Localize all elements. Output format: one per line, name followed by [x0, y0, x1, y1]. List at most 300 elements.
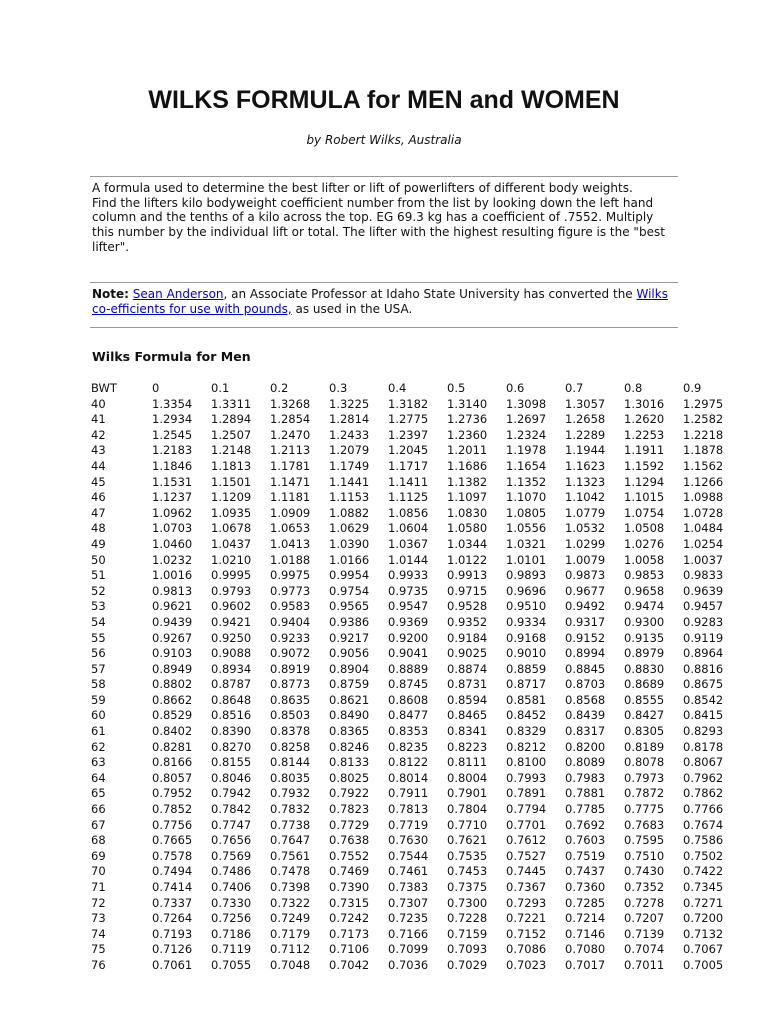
coefficient-cell: 1.0037 [683, 552, 724, 567]
coefficient-cell: 0.7080 [565, 942, 606, 957]
coefficient-cell: 1.1181 [270, 490, 311, 505]
coefficient-cell: 0.9103 [152, 646, 193, 661]
coefficient-cell: 0.9404 [270, 614, 311, 629]
coefficient-cell: 0.8979 [624, 646, 665, 661]
coefficient-cell: 0.7766 [683, 802, 724, 817]
table-row [88, 677, 742, 693]
coefficient-cell: 0.7603 [565, 833, 606, 848]
coefficient-cell: 0.9547 [388, 599, 429, 614]
coefficient-cell: 0.8378 [270, 724, 311, 739]
coefficient-cell: 1.0254 [683, 536, 724, 551]
coefficient-cell: 0.8270 [211, 739, 252, 754]
coefficient-cell: 0.7595 [624, 833, 665, 848]
coefficient-cell: 0.7901 [447, 786, 488, 801]
bodyweight-cell: 53 [91, 599, 106, 614]
coefficient-cell: 0.8581 [506, 692, 547, 707]
coefficient-cell: 1.0166 [329, 552, 370, 567]
coefficient-cell: 1.1878 [683, 443, 724, 458]
bodyweight-cell: 56 [91, 646, 106, 661]
coefficient-cell: 0.8904 [329, 661, 370, 676]
coefficient-cell: 0.8353 [388, 724, 429, 739]
bodyweight-cell: 52 [91, 583, 106, 598]
coefficient-cell: 0.9267 [152, 630, 193, 645]
bodyweight-cell: 71 [91, 880, 106, 894]
coefficient-cell: 0.8662 [152, 692, 193, 707]
coefficient-cell: 0.8465 [447, 708, 488, 723]
note-label: Note: [92, 287, 129, 301]
coefficient-cell: 0.7719 [388, 817, 429, 832]
coefficient-cell: 1.0629 [329, 521, 370, 536]
coefficient-cell: 1.0703 [152, 521, 193, 536]
table-header-row [88, 381, 742, 397]
coefficient-cell: 0.7126 [152, 942, 193, 957]
intro-paragraph [92, 181, 678, 255]
bodyweight-cell: 72 [91, 895, 106, 910]
coefficient-cell: 1.1125 [388, 490, 429, 505]
coefficient-cell: 1.0460 [152, 536, 193, 551]
coefficient-cell: 1.1097 [447, 490, 488, 505]
coefficient-cell: 0.7962 [683, 770, 724, 785]
coefficient-cell: 1.0299 [565, 536, 606, 551]
coefficient-cell: 0.7852 [152, 802, 193, 817]
table-row [88, 740, 742, 756]
coefficient-cell: 0.7478 [270, 864, 311, 879]
coefficient-cell: 0.7665 [152, 833, 193, 848]
coefficient-cell: 0.8089 [565, 755, 606, 770]
coefficient-cell: 0.8365 [329, 724, 370, 739]
coefficient-cell: 0.9715 [447, 583, 488, 598]
coefficient-cell: 0.9773 [270, 583, 311, 598]
coefficient-cell: 0.8689 [624, 677, 665, 692]
coefficient-cell: 0.9421 [211, 614, 252, 629]
bodyweight-cell: 49 [91, 536, 106, 551]
coefficient-cell: 0.8608 [388, 692, 429, 707]
coefficient-cell: 0.7249 [270, 911, 311, 926]
coefficient-cell: 0.8830 [624, 661, 665, 676]
coefficient-cell: 1.0101 [506, 552, 547, 567]
coefficient-cell: 1.1654 [506, 458, 547, 473]
coefficient-cell: 0.9793 [211, 583, 252, 598]
coefficient-cell: 0.8477 [388, 708, 429, 723]
table-row [88, 942, 742, 958]
coefficient-cell: 0.7813 [388, 802, 429, 817]
coefficient-cell: 0.8802 [152, 677, 193, 692]
bodyweight-cell: 67 [91, 817, 106, 832]
table-row [88, 802, 742, 818]
coefficient-cell: 0.7159 [447, 926, 488, 941]
divider-middle [90, 282, 678, 283]
coefficient-cell: 0.7242 [329, 911, 370, 926]
coefficient-cell: 1.3268 [270, 396, 311, 411]
table-row [88, 397, 742, 413]
coefficient-cell: 0.7823 [329, 802, 370, 817]
coefficient-cell: 0.9217 [329, 630, 370, 645]
coefficient-cell: 0.7345 [683, 880, 724, 894]
table-row [88, 818, 742, 834]
coefficient-cell: 0.9677 [565, 583, 606, 598]
coefficient-cell: 0.8859 [506, 661, 547, 676]
coefficient-cell: 0.8845 [565, 661, 606, 676]
coefficient-cell: 1.1042 [565, 490, 606, 505]
coefficient-cell: 0.8994 [565, 646, 606, 661]
column-header: 0.5 [447, 381, 466, 395]
coefficient-cell: 1.2360 [447, 427, 488, 442]
coefficient-cell: 0.8503 [270, 708, 311, 723]
coefficient-cell: 1.2079 [329, 443, 370, 458]
coefficient-cell: 0.7036 [388, 957, 429, 972]
coefficient-cell: 0.8427 [624, 708, 665, 723]
coefficient-cell: 0.7179 [270, 926, 311, 941]
table-row [88, 443, 742, 459]
bodyweight-cell: 58 [91, 677, 106, 692]
coefficient-cell: 1.1471 [270, 474, 311, 489]
coefficient-cell: 0.9283 [683, 614, 724, 629]
coefficient-cell: 0.8773 [270, 677, 311, 692]
bodyweight-cell: 44 [91, 458, 106, 473]
coefficient-cell: 1.0390 [329, 536, 370, 551]
coefficient-cell: 0.7674 [683, 817, 724, 832]
coefficient-cell: 0.7872 [624, 786, 665, 801]
coefficient-cell: 0.7578 [152, 848, 193, 863]
coefficient-cell: 1.0678 [211, 521, 252, 536]
coefficient-cell: 0.7166 [388, 926, 429, 941]
bodyweight-cell: 76 [91, 957, 106, 972]
coefficient-cell: 0.7221 [506, 911, 547, 926]
coefficient-cell: 0.8452 [506, 708, 547, 723]
coefficient-cell: 0.8787 [211, 677, 252, 692]
coefficient-cell: 0.8100 [506, 755, 547, 770]
table-row [88, 506, 742, 522]
coefficient-cell: 0.8555 [624, 692, 665, 707]
coefficient-cell: 0.9041 [388, 646, 429, 661]
coefficient-cell: 0.8293 [683, 724, 724, 739]
coefficient-cell: 1.2934 [152, 412, 193, 427]
coefficient-cell: 0.7207 [624, 911, 665, 926]
coefficient-cell: 1.0413 [270, 536, 311, 551]
table-row [88, 662, 742, 678]
coefficient-cell: 0.8675 [683, 677, 724, 692]
coefficient-cell: 0.7193 [152, 926, 193, 941]
coefficient-cell: 0.9975 [270, 568, 311, 583]
note-text-1: , an Associate Professor at Idaho State University has converted the [223, 287, 637, 301]
coefficient-cell: 0.7430 [624, 864, 665, 879]
bodyweight-cell: 70 [91, 864, 106, 879]
coefficient-cell: 0.7406 [211, 880, 252, 894]
coefficient-cell: 1.2289 [565, 427, 606, 442]
coefficient-cell: 1.0909 [270, 505, 311, 520]
coefficient-cell: 0.9583 [270, 599, 311, 614]
coefficient-cell: 1.1717 [388, 458, 429, 473]
coefficient-cell: 0.7785 [565, 802, 606, 817]
coefficient-cell: 0.9813 [152, 583, 193, 598]
coefficient-cell: 0.7638 [329, 833, 370, 848]
coefficient-cell: 1.2045 [388, 443, 429, 458]
coefficient-cell: 1.0437 [211, 536, 252, 551]
coefficient-cell: 0.9696 [506, 583, 547, 598]
bodyweight-cell: 64 [91, 770, 106, 785]
coefficient-cell: 1.3182 [388, 396, 429, 411]
coefficient-cell: 0.7973 [624, 770, 665, 785]
sean-anderson-link[interactable]: Sean Anderson [132, 287, 224, 301]
coefficient-cell: 0.9072 [270, 646, 311, 661]
coefficient-cell: 0.7747 [211, 817, 252, 832]
coefficient-cell: 0.7911 [388, 786, 429, 801]
byline: by Robert Wilks, Australia [306, 133, 462, 147]
coefficient-cell: 1.2183 [152, 443, 193, 458]
coefficient-cell: 0.9933 [388, 568, 429, 583]
bodyweight-cell: 73 [91, 911, 106, 926]
coefficient-cell: 0.9893 [506, 568, 547, 583]
coefficient-cell: 1.0058 [624, 552, 665, 567]
coefficient-cell: 0.7445 [506, 864, 547, 879]
coefficient-cell: 0.7119 [211, 942, 252, 957]
coefficient-cell: 0.9510 [506, 599, 547, 614]
coefficient-cell: 1.2113 [270, 443, 311, 458]
coefficient-cell: 0.9995 [211, 568, 252, 583]
coefficient-cell: 1.1944 [565, 443, 606, 458]
coefficient-cell: 1.0779 [565, 505, 606, 520]
coefficient-cell: 0.7023 [506, 957, 547, 972]
coefficient-cell: 0.8144 [270, 755, 311, 770]
coefficient-cell: 1.2582 [683, 412, 724, 427]
coefficient-cell: 0.7586 [683, 833, 724, 848]
coefficient-cell: 0.8949 [152, 661, 193, 676]
coefficient-cell: 0.7099 [388, 942, 429, 957]
coefficient-cell: 1.0805 [506, 505, 547, 520]
coefficient-cell: 0.9457 [683, 599, 724, 614]
table-row [88, 849, 742, 865]
coefficient-cell: 1.2658 [565, 412, 606, 427]
coefficient-cell: 0.8035 [270, 770, 311, 785]
coefficient-cell: 0.8329 [506, 724, 547, 739]
coefficient-cell: 1.0188 [270, 552, 311, 567]
bodyweight-cell: 50 [91, 552, 106, 567]
divider-top [90, 176, 678, 177]
coefficient-cell: 0.7486 [211, 864, 252, 879]
column-header-bwt: BWT [91, 381, 117, 395]
coefficient-cell: 0.8014 [388, 770, 429, 785]
table-row [88, 896, 742, 912]
coefficient-cell: 1.1531 [152, 474, 193, 489]
coefficient-cell: 1.3098 [506, 396, 547, 411]
coefficient-cell: 0.7612 [506, 833, 547, 848]
coefficient-cell: 0.8305 [624, 724, 665, 739]
coefficient-cell: 1.1781 [270, 458, 311, 473]
bodyweight-cell: 59 [91, 692, 106, 707]
coefficient-cell: 1.1266 [683, 474, 724, 489]
coefficient-cell: 0.7804 [447, 802, 488, 817]
coefficient-cell: 0.7692 [565, 817, 606, 832]
table-row [88, 880, 742, 896]
table-row [88, 599, 742, 615]
coefficient-cell: 0.7055 [211, 957, 252, 972]
table-row [88, 553, 742, 569]
coefficient-cell: 1.2507 [211, 427, 252, 442]
coefficient-cell: 0.8635 [270, 692, 311, 707]
coefficient-cell: 0.9025 [447, 646, 488, 661]
coefficient-cell: 0.7132 [683, 926, 724, 941]
coefficient-cell: 1.0508 [624, 521, 665, 536]
coefficient-cell: 0.7942 [211, 786, 252, 801]
coefficient-cell: 0.9300 [624, 614, 665, 629]
coefficient-cell: 1.0232 [152, 552, 193, 567]
coefficient-cell: 0.9184 [447, 630, 488, 645]
coefficient-cell: 0.7017 [565, 957, 606, 972]
coefficient-cell: 0.8281 [152, 739, 193, 754]
table-row [88, 537, 742, 553]
table-row [88, 475, 742, 491]
bodyweight-cell: 51 [91, 568, 106, 583]
coefficient-cell: 1.3311 [211, 396, 252, 411]
coefficient-cell: 0.9833 [683, 568, 724, 583]
coefficient-cell: 0.7502 [683, 848, 724, 863]
coefficient-cell: 1.1623 [565, 458, 606, 473]
coefficient-cell: 0.7005 [683, 957, 724, 972]
coefficient-cell: 0.7952 [152, 786, 193, 801]
coefficient-cell: 0.8078 [624, 755, 665, 770]
coefficient-cell: 1.1209 [211, 490, 252, 505]
coefficient-cell: 1.0754 [624, 505, 665, 520]
table-row [88, 911, 742, 927]
coefficient-cell: 1.0962 [152, 505, 193, 520]
coefficient-cell: 0.9056 [329, 646, 370, 661]
pounds-coefficients-link[interactable]: Wilks co-efficients for use with pounds, [92, 287, 668, 316]
column-header: 0.4 [388, 381, 407, 395]
coefficient-cell: 0.7235 [388, 911, 429, 926]
intro-line-1: A formula used to determine the best lifter or lift of powerlifters of different body weights. [92, 181, 633, 195]
coefficient-cell: 0.8111 [447, 755, 488, 770]
column-header: 0.7 [565, 381, 584, 395]
coefficient-cell: 0.9954 [329, 568, 370, 583]
coefficient-cell: 0.7647 [270, 833, 311, 848]
coefficient-cell: 0.8415 [683, 708, 724, 723]
coefficient-cell: 1.1978 [506, 443, 547, 458]
coefficient-cell: 0.7756 [152, 817, 193, 832]
coefficient-cell: 0.9352 [447, 614, 488, 629]
table-row [88, 646, 742, 662]
bodyweight-cell: 74 [91, 926, 106, 941]
bodyweight-cell: 75 [91, 942, 106, 957]
bodyweight-cell: 65 [91, 786, 106, 801]
column-header: 0.6 [506, 381, 525, 395]
coefficient-cell: 0.7453 [447, 864, 488, 879]
coefficient-cell: 0.9010 [506, 646, 547, 661]
bodyweight-cell: 55 [91, 630, 106, 645]
coefficient-cell: 0.8490 [329, 708, 370, 723]
bodyweight-cell: 54 [91, 614, 106, 629]
column-header: 0.8 [624, 381, 643, 395]
coefficient-cell: 0.7881 [565, 786, 606, 801]
bodyweight-cell: 57 [91, 661, 106, 676]
coefficient-cell: 0.7561 [270, 848, 311, 863]
coefficient-cell: 0.9492 [565, 599, 606, 614]
coefficient-cell: 1.0344 [447, 536, 488, 551]
coefficient-cell: 0.7067 [683, 942, 724, 957]
coefficient-cell: 0.7330 [211, 895, 252, 910]
coefficient-cell: 1.2736 [447, 412, 488, 427]
coefficient-cell: 1.2148 [211, 443, 252, 458]
divider-bottom [90, 327, 678, 328]
coefficient-cell: 1.0321 [506, 536, 547, 551]
coefficient-cell: 0.7656 [211, 833, 252, 848]
coefficient-cell: 1.1153 [329, 490, 370, 505]
table-row [88, 724, 742, 740]
coefficient-cell: 0.7494 [152, 864, 193, 879]
coefficient-cell: 0.7422 [683, 864, 724, 879]
coefficient-cell: 1.1441 [329, 474, 370, 489]
table-row [88, 864, 742, 880]
table-row [88, 490, 742, 506]
coefficient-cell: 1.2011 [447, 443, 488, 458]
coefficient-cell: 0.7383 [388, 880, 429, 894]
coefficient-cell: 1.1382 [447, 474, 488, 489]
bodyweight-cell: 43 [91, 443, 106, 458]
coefficient-cell: 0.8046 [211, 770, 252, 785]
coefficient-cell: 1.1323 [565, 474, 606, 489]
coefficient-cell: 0.7011 [624, 957, 665, 972]
coefficient-cell: 0.8133 [329, 755, 370, 770]
table-row [88, 693, 742, 709]
coefficient-cell: 1.2218 [683, 427, 724, 442]
coefficient-cell: 1.0367 [388, 536, 429, 551]
coefficient-cell: 0.8390 [211, 724, 252, 739]
coefficient-cell: 1.1294 [624, 474, 665, 489]
coefficient-cell: 0.7527 [506, 848, 547, 863]
coefficient-cell: 0.8004 [447, 770, 488, 785]
coefficient-cell: 0.8889 [388, 661, 429, 676]
coefficient-cell: 1.2854 [270, 412, 311, 427]
coefficient-cell: 0.9152 [565, 630, 606, 645]
coefficient-cell: 0.9658 [624, 583, 665, 598]
coefficient-cell: 0.7264 [152, 911, 193, 926]
coefficient-cell: 0.9317 [565, 614, 606, 629]
intro-line-2: Find the lifters kilo bodyweight coefficient number from the list by looking down the left hand column and the tenths of a kilo across the top. EG 69.3 kg has a coefficient of .7552. Multiply this number by the individual lift or total. The lifter with the highest resulting figure is the "best lifter". [92, 195, 665, 254]
bodyweight-cell: 63 [91, 755, 106, 770]
coefficient-cell: 0.8816 [683, 661, 724, 676]
coefficient-cell: 1.1070 [506, 490, 547, 505]
coefficient-cell: 0.9528 [447, 599, 488, 614]
coefficient-cell: 0.7146 [565, 926, 606, 941]
coefficient-cell: 0.7293 [506, 895, 547, 910]
coefficient-cell: 0.8516 [211, 708, 252, 723]
coefficient-cell: 0.9168 [506, 630, 547, 645]
coefficient-cell: 0.8731 [447, 677, 488, 692]
bodyweight-cell: 42 [91, 427, 106, 442]
coefficient-cell: 0.8621 [329, 692, 370, 707]
column-header: 0.2 [270, 381, 289, 395]
coefficient-cell: 0.7061 [152, 957, 193, 972]
coefficient-cell: 0.7315 [329, 895, 370, 910]
coefficient-cell: 0.7544 [388, 848, 429, 863]
coefficient-cell: 0.8189 [624, 739, 665, 754]
coefficient-cell: 0.7738 [270, 817, 311, 832]
coefficient-cell: 1.3225 [329, 396, 370, 411]
coefficient-cell: 0.7891 [506, 786, 547, 801]
coefficient-cell: 1.0210 [211, 552, 252, 567]
coefficient-cell: 0.7519 [565, 848, 606, 863]
wilks-men-table [88, 381, 742, 974]
coefficient-cell: 0.8703 [565, 677, 606, 692]
bodyweight-cell: 68 [91, 833, 106, 848]
coefficient-cell: 0.8178 [683, 739, 724, 754]
page-title: WILKS FORMULA for MEN and WOMEN [148, 86, 620, 114]
column-header: 0.9 [683, 381, 702, 395]
coefficient-cell: 0.7152 [506, 926, 547, 941]
table-row [88, 755, 742, 771]
table-row [88, 786, 742, 802]
coefficient-cell: 0.8235 [388, 739, 429, 754]
coefficient-cell: 1.2470 [270, 427, 311, 442]
